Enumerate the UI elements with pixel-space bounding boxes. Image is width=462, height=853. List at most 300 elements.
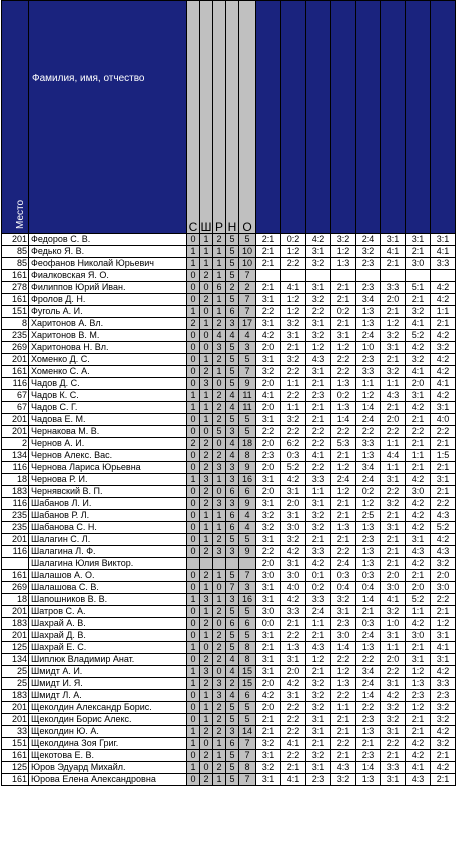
score-cell	[306, 270, 331, 282]
score-cell: 5:2	[406, 330, 431, 342]
name-cell: Шахрай Д. В.	[29, 630, 187, 642]
stat-cell: 2	[200, 462, 213, 474]
place-cell: 201	[2, 234, 29, 246]
place-cell: 183	[2, 618, 29, 630]
stat-cell: 14	[239, 726, 256, 738]
score-cell: 4:2	[431, 762, 456, 774]
score-cell: 2:2	[306, 462, 331, 474]
score-cell: 3:2	[406, 306, 431, 318]
stat-cell: 6	[226, 738, 239, 750]
score-cell: 3:1	[306, 498, 331, 510]
name-cell: Шабанов Л. И.	[29, 498, 187, 510]
score-cell	[406, 270, 431, 282]
stat-header-o: О	[239, 1, 256, 234]
stat-header-r: Р	[213, 1, 226, 234]
stat-cell: 4	[226, 690, 239, 702]
table-row	[2, 774, 456, 786]
score-cell: 2:1	[356, 738, 381, 750]
stat-cell: 3	[226, 318, 239, 330]
stat-cell: 7	[239, 270, 256, 282]
stat-cell: 2	[200, 546, 213, 558]
table-row	[2, 726, 456, 738]
score-cell: 3:0	[406, 258, 431, 270]
table-body	[2, 234, 456, 786]
score-cell: 3:1	[381, 630, 406, 642]
stat-cell: 1	[213, 474, 226, 486]
table-row	[2, 738, 456, 750]
score-cell: 1:2	[381, 318, 406, 330]
score-cell: 5:1	[406, 282, 431, 294]
table-row	[2, 390, 456, 402]
score-cell: 2:1	[406, 414, 431, 426]
name-header: Фамилия, имя, отчество	[29, 1, 187, 234]
score-cell: 3:1	[256, 474, 281, 486]
score-cell: 3:2	[406, 354, 431, 366]
score-cell: 2:1	[431, 750, 456, 762]
stat-cell: 2	[213, 606, 226, 618]
score-cell: 3:1	[256, 666, 281, 678]
score-cell: 1:3	[356, 726, 381, 738]
stat-cell: 6	[226, 486, 239, 498]
stat-cell: 1	[200, 258, 213, 270]
stat-cell: 9	[239, 498, 256, 510]
score-cell: 1:3	[331, 678, 356, 690]
score-cell: 3:0	[406, 486, 431, 498]
score-cell: 2:2	[356, 702, 381, 714]
stat-cell: 1	[213, 750, 226, 762]
score-cell: 3:2	[381, 702, 406, 714]
stat-cell: 3	[239, 342, 256, 354]
stat-cell: 1	[200, 690, 213, 702]
score-cell: 3:3	[306, 594, 331, 606]
score-cell: 2:1	[381, 354, 406, 366]
name-cell: Шабанова С. Н.	[29, 522, 187, 534]
score-cell: 2:1	[306, 402, 331, 414]
stat-cell: 1	[213, 270, 226, 282]
stat-cell: 5	[226, 234, 239, 246]
score-cell: 0:2	[281, 234, 306, 246]
place-cell	[2, 558, 29, 570]
stat-cell: 0	[213, 378, 226, 390]
score-cell: 4:2	[306, 234, 331, 246]
place-cell: 67	[2, 402, 29, 414]
name-cell: Филиппов Юрий Иван.	[29, 282, 187, 294]
name-cell: Фиалковская Я. О.	[29, 270, 187, 282]
score-cell: 3:1	[281, 510, 306, 522]
score-cell: 4:2	[406, 750, 431, 762]
score-cell: 3:0	[281, 522, 306, 534]
stat-cell: 3	[200, 474, 213, 486]
score-cell: 2:1	[406, 438, 431, 450]
score-cell: 2:1	[256, 258, 281, 270]
score-cell: 1:4	[356, 402, 381, 414]
score-cell: 3:1	[256, 750, 281, 762]
score-cell: 2:2	[431, 498, 456, 510]
score-cell: 4:1	[281, 282, 306, 294]
score-cell: 1:3	[331, 522, 356, 534]
score-cell: 3:1	[256, 318, 281, 330]
stat-cell: 5	[226, 366, 239, 378]
stat-cell: 8	[239, 642, 256, 654]
score-cell: 3:2	[256, 738, 281, 750]
stat-cell: 3	[200, 378, 213, 390]
stat-cell: 5	[226, 642, 239, 654]
stat-cell: 5	[239, 234, 256, 246]
score-cell: 3:1	[406, 390, 431, 402]
name-cell: Щеколдин Ю. А.	[29, 726, 187, 738]
stat-cell: 2	[213, 318, 226, 330]
score-cell: 2:4	[356, 234, 381, 246]
score-cell: 4:2	[281, 546, 306, 558]
score-cell: 1:3	[356, 450, 381, 462]
score-cell: 2:3	[406, 690, 431, 702]
score-cell: 3:1	[381, 342, 406, 354]
place-cell: 25	[2, 666, 29, 678]
stat-cell: 4	[226, 390, 239, 402]
name-cell: Шалагина Л. Ф.	[29, 546, 187, 558]
score-cell: 3:0	[406, 630, 431, 642]
stat-cell: 7	[239, 774, 256, 786]
score-cell: 3:3	[281, 606, 306, 618]
stat-cell: 1	[213, 294, 226, 306]
table-row	[2, 690, 456, 702]
stat-cell: 3	[226, 726, 239, 738]
score-cell: 1:3	[281, 642, 306, 654]
score-cell: 3:2	[331, 774, 356, 786]
place-cell: 134	[2, 654, 29, 666]
score-cell: 4:1	[406, 762, 431, 774]
score-cell: 4:2	[431, 366, 456, 378]
score-cell: 4:2	[381, 690, 406, 702]
score-cell: 0:3	[356, 618, 381, 630]
score-cell: 3:1	[381, 234, 406, 246]
stat-cell	[213, 558, 226, 570]
score-cell: 2:2	[281, 390, 306, 402]
table-row	[2, 510, 456, 522]
score-cell: 0:3	[356, 570, 381, 582]
stat-cell: 3	[226, 594, 239, 606]
score-cell: 0:4	[331, 582, 356, 594]
stat-cell: 8	[239, 762, 256, 774]
stat-cell: 0	[200, 282, 213, 294]
score-cell: 3:1	[331, 606, 356, 618]
stat-cell: 1	[200, 522, 213, 534]
score-cell: 2:4	[356, 414, 381, 426]
stat-cell: 5	[226, 414, 239, 426]
score-cell: 2:1	[356, 606, 381, 618]
score-cell: 3:1	[281, 330, 306, 342]
stat-cell: 3	[213, 546, 226, 558]
score-cell: 3:1	[256, 774, 281, 786]
score-cell: 4:2	[406, 522, 431, 534]
score-cell: 4:2	[431, 534, 456, 546]
score-cell: 1:3	[331, 378, 356, 390]
score-cell: 0:2	[331, 390, 356, 402]
stat-cell: 1	[213, 738, 226, 750]
stat-cell: 6	[239, 690, 256, 702]
name-cell: Шапошников В. В.	[29, 594, 187, 606]
stat-cell: 0	[187, 414, 200, 426]
score-cell: 2:1	[281, 618, 306, 630]
stat-cell: 1	[213, 522, 226, 534]
score-cell: 2:3	[356, 282, 381, 294]
table-row	[2, 474, 456, 486]
score-cell: 2:0	[256, 678, 281, 690]
table-row	[2, 594, 456, 606]
score-cell: 3:1	[381, 474, 406, 486]
score-cell: 3:1	[256, 414, 281, 426]
score-cell	[381, 270, 406, 282]
stat-cell: 2	[200, 618, 213, 630]
place-cell: 151	[2, 738, 29, 750]
stat-cell: 5	[226, 762, 239, 774]
score-cell: 1:1	[356, 378, 381, 390]
score-cell: 5:3	[331, 438, 356, 450]
table-row	[2, 630, 456, 642]
score-cell: 3:1	[281, 558, 306, 570]
stat-cell: 0	[187, 774, 200, 786]
score-cell: 4:2	[431, 354, 456, 366]
table-row	[2, 294, 456, 306]
place-cell: 235	[2, 330, 29, 342]
stat-cell: 3	[213, 342, 226, 354]
score-cell: 2:4	[331, 474, 356, 486]
score-cell: 3:1	[256, 294, 281, 306]
score-cell: 2:2	[256, 426, 281, 438]
name-cell: Шалагин С. Л.	[29, 534, 187, 546]
stat-cell: 0	[213, 618, 226, 630]
score-cell: 3:2	[331, 234, 356, 246]
score-cell: 3:2	[331, 594, 356, 606]
table-row	[2, 558, 456, 570]
stat-cell: 6	[226, 510, 239, 522]
score-cell: 3:2	[281, 414, 306, 426]
score-cell: 3:2	[256, 522, 281, 534]
score-cell: 2:1	[281, 342, 306, 354]
score-cell: 2:1	[306, 630, 331, 642]
score-cell: 2:0	[381, 570, 406, 582]
score-cell: 4:3	[431, 546, 456, 558]
table-row	[2, 498, 456, 510]
stat-cell: 1	[200, 246, 213, 258]
stat-cell: 0	[187, 426, 200, 438]
score-cell: 1:0	[381, 618, 406, 630]
score-cell: 2:3	[256, 450, 281, 462]
score-cell: 1:1	[406, 450, 431, 462]
stat-header-s: С	[187, 1, 200, 234]
score-cell: 2:1	[256, 246, 281, 258]
name-cell: Чадов Д. С.	[29, 378, 187, 390]
match-header	[256, 1, 281, 234]
stat-cell: 0	[187, 582, 200, 594]
stat-cell: 11	[239, 390, 256, 402]
name-cell: Щекотова Е. В.	[29, 750, 187, 762]
score-cell: 2:2	[356, 654, 381, 666]
stat-cell: 0	[187, 606, 200, 618]
table-row	[2, 762, 456, 774]
score-cell: 2:3	[356, 714, 381, 726]
score-cell: 3:1	[306, 714, 331, 726]
score-cell: 1:2	[281, 294, 306, 306]
stat-cell: 5	[239, 426, 256, 438]
stat-cell: 4	[226, 666, 239, 678]
score-cell: 1:2	[356, 498, 381, 510]
place-cell: 201	[2, 534, 29, 546]
stat-cell: 0	[187, 462, 200, 474]
stat-cell: 5	[226, 702, 239, 714]
score-cell: 1:3	[356, 546, 381, 558]
score-cell: 3:2	[306, 330, 331, 342]
stat-cell: 4	[226, 402, 239, 414]
score-cell: 1:1	[381, 642, 406, 654]
score-cell: 4:2	[281, 474, 306, 486]
score-cell: 0:0	[256, 618, 281, 630]
stat-cell: 2	[213, 534, 226, 546]
score-cell: 4:2	[256, 690, 281, 702]
score-cell: 4:2	[406, 738, 431, 750]
stat-cell: 1	[187, 726, 200, 738]
name-cell: Щеколдин Борис Алекс.	[29, 714, 187, 726]
score-cell: 2:2	[331, 738, 356, 750]
stat-cell	[239, 558, 256, 570]
score-cell: 1:3	[406, 678, 431, 690]
score-cell: 2:1	[331, 714, 356, 726]
score-cell: 3:1	[256, 630, 281, 642]
score-cell: 2:1	[431, 318, 456, 330]
table-row	[2, 258, 456, 270]
score-cell: 1:2	[281, 306, 306, 318]
score-cell: 2:2	[256, 546, 281, 558]
score-cell: 3:2	[256, 366, 281, 378]
score-cell: 2:1	[256, 282, 281, 294]
stat-cell: 2	[187, 438, 200, 450]
stat-cell: 1	[187, 666, 200, 678]
score-cell: 3:2	[256, 510, 281, 522]
score-cell: 2:2	[281, 714, 306, 726]
score-cell: 1:1	[331, 702, 356, 714]
stat-cell: 1	[187, 306, 200, 318]
score-cell: 2:1	[431, 486, 456, 498]
score-cell: 3:1	[256, 498, 281, 510]
score-cell: 2:4	[356, 630, 381, 642]
score-cell: 1:4	[356, 762, 381, 774]
table-row	[2, 450, 456, 462]
place-cell: 151	[2, 306, 29, 318]
stat-cell: 0	[213, 666, 226, 678]
stat-cell: 7	[239, 366, 256, 378]
stat-cell: 2	[213, 450, 226, 462]
score-cell: 1:1	[406, 606, 431, 618]
score-cell: 2:4	[356, 678, 381, 690]
name-cell: Хоменко С. А.	[29, 366, 187, 378]
stat-cell: 5	[213, 426, 226, 438]
score-cell: 2:2	[431, 426, 456, 438]
score-cell: 2:1	[331, 294, 356, 306]
stat-cell: 1	[200, 534, 213, 546]
stat-cell: 0	[187, 378, 200, 390]
score-cell: 6:2	[281, 438, 306, 450]
score-cell: 2:1	[306, 414, 331, 426]
stat-cell: 1	[187, 738, 200, 750]
place-cell: 85	[2, 246, 29, 258]
score-cell: 4:1	[256, 390, 281, 402]
score-cell: 3:0	[331, 630, 356, 642]
stat-cell: 1	[187, 258, 200, 270]
table-row	[2, 414, 456, 426]
score-cell: 3:1	[381, 774, 406, 786]
score-cell: 2:0	[256, 378, 281, 390]
name-cell: Шахрай Е. С.	[29, 642, 187, 654]
score-cell: 3:2	[381, 714, 406, 726]
stat-cell: 1	[213, 510, 226, 522]
score-cell: 2:2	[256, 306, 281, 318]
score-cell: 2:1	[256, 642, 281, 654]
stat-cell: 2	[213, 390, 226, 402]
stat-cell: 1	[187, 402, 200, 414]
stat-cell: 0	[187, 234, 200, 246]
stat-cell: 0	[200, 426, 213, 438]
stat-cell: 5	[226, 630, 239, 642]
score-cell: 1:2	[331, 486, 356, 498]
score-cell: 4:1	[406, 366, 431, 378]
stat-cell: 10	[239, 258, 256, 270]
score-cell: 3:1	[306, 318, 331, 330]
place-cell: 8	[2, 318, 29, 330]
score-cell: 1:2	[306, 342, 331, 354]
score-cell: 3:3	[381, 282, 406, 294]
table-row	[2, 306, 456, 318]
score-cell: 3:2	[306, 690, 331, 702]
place-cell: 161	[2, 570, 29, 582]
place-cell: 183	[2, 690, 29, 702]
score-cell: 2:1	[381, 306, 406, 318]
score-cell: 2:1	[431, 774, 456, 786]
place-cell: 116	[2, 498, 29, 510]
place-cell: 183	[2, 486, 29, 498]
table-row	[2, 606, 456, 618]
score-cell: 3:1	[306, 282, 331, 294]
score-cell: 4:0	[281, 582, 306, 594]
stat-cell: 3	[213, 690, 226, 702]
place-cell: 85	[2, 258, 29, 270]
score-cell: 3:2	[381, 498, 406, 510]
stat-cell: 5	[226, 378, 239, 390]
score-cell: 4:3	[406, 774, 431, 786]
stat-cell: 2	[200, 270, 213, 282]
standings-table	[1, 0, 456, 786]
score-cell: 3:3	[381, 762, 406, 774]
table-row	[2, 702, 456, 714]
score-cell: 3:1	[281, 654, 306, 666]
stat-cell: 5	[226, 294, 239, 306]
score-cell: 1:2	[356, 390, 381, 402]
score-cell: 2:2	[281, 258, 306, 270]
table-row	[2, 282, 456, 294]
score-cell: 3:2	[306, 510, 331, 522]
score-cell: 2:2	[281, 366, 306, 378]
table-row	[2, 750, 456, 762]
stat-cell: 5	[239, 414, 256, 426]
stat-cell: 1	[213, 366, 226, 378]
table-row	[2, 642, 456, 654]
score-cell: 2:2	[281, 630, 306, 642]
score-cell: 2:2	[406, 426, 431, 438]
stat-cell: 2	[200, 498, 213, 510]
score-cell: 1:4	[331, 642, 356, 654]
score-cell: 2:1	[381, 510, 406, 522]
score-cell: 1:3	[356, 318, 381, 330]
place-cell: 201	[2, 606, 29, 618]
